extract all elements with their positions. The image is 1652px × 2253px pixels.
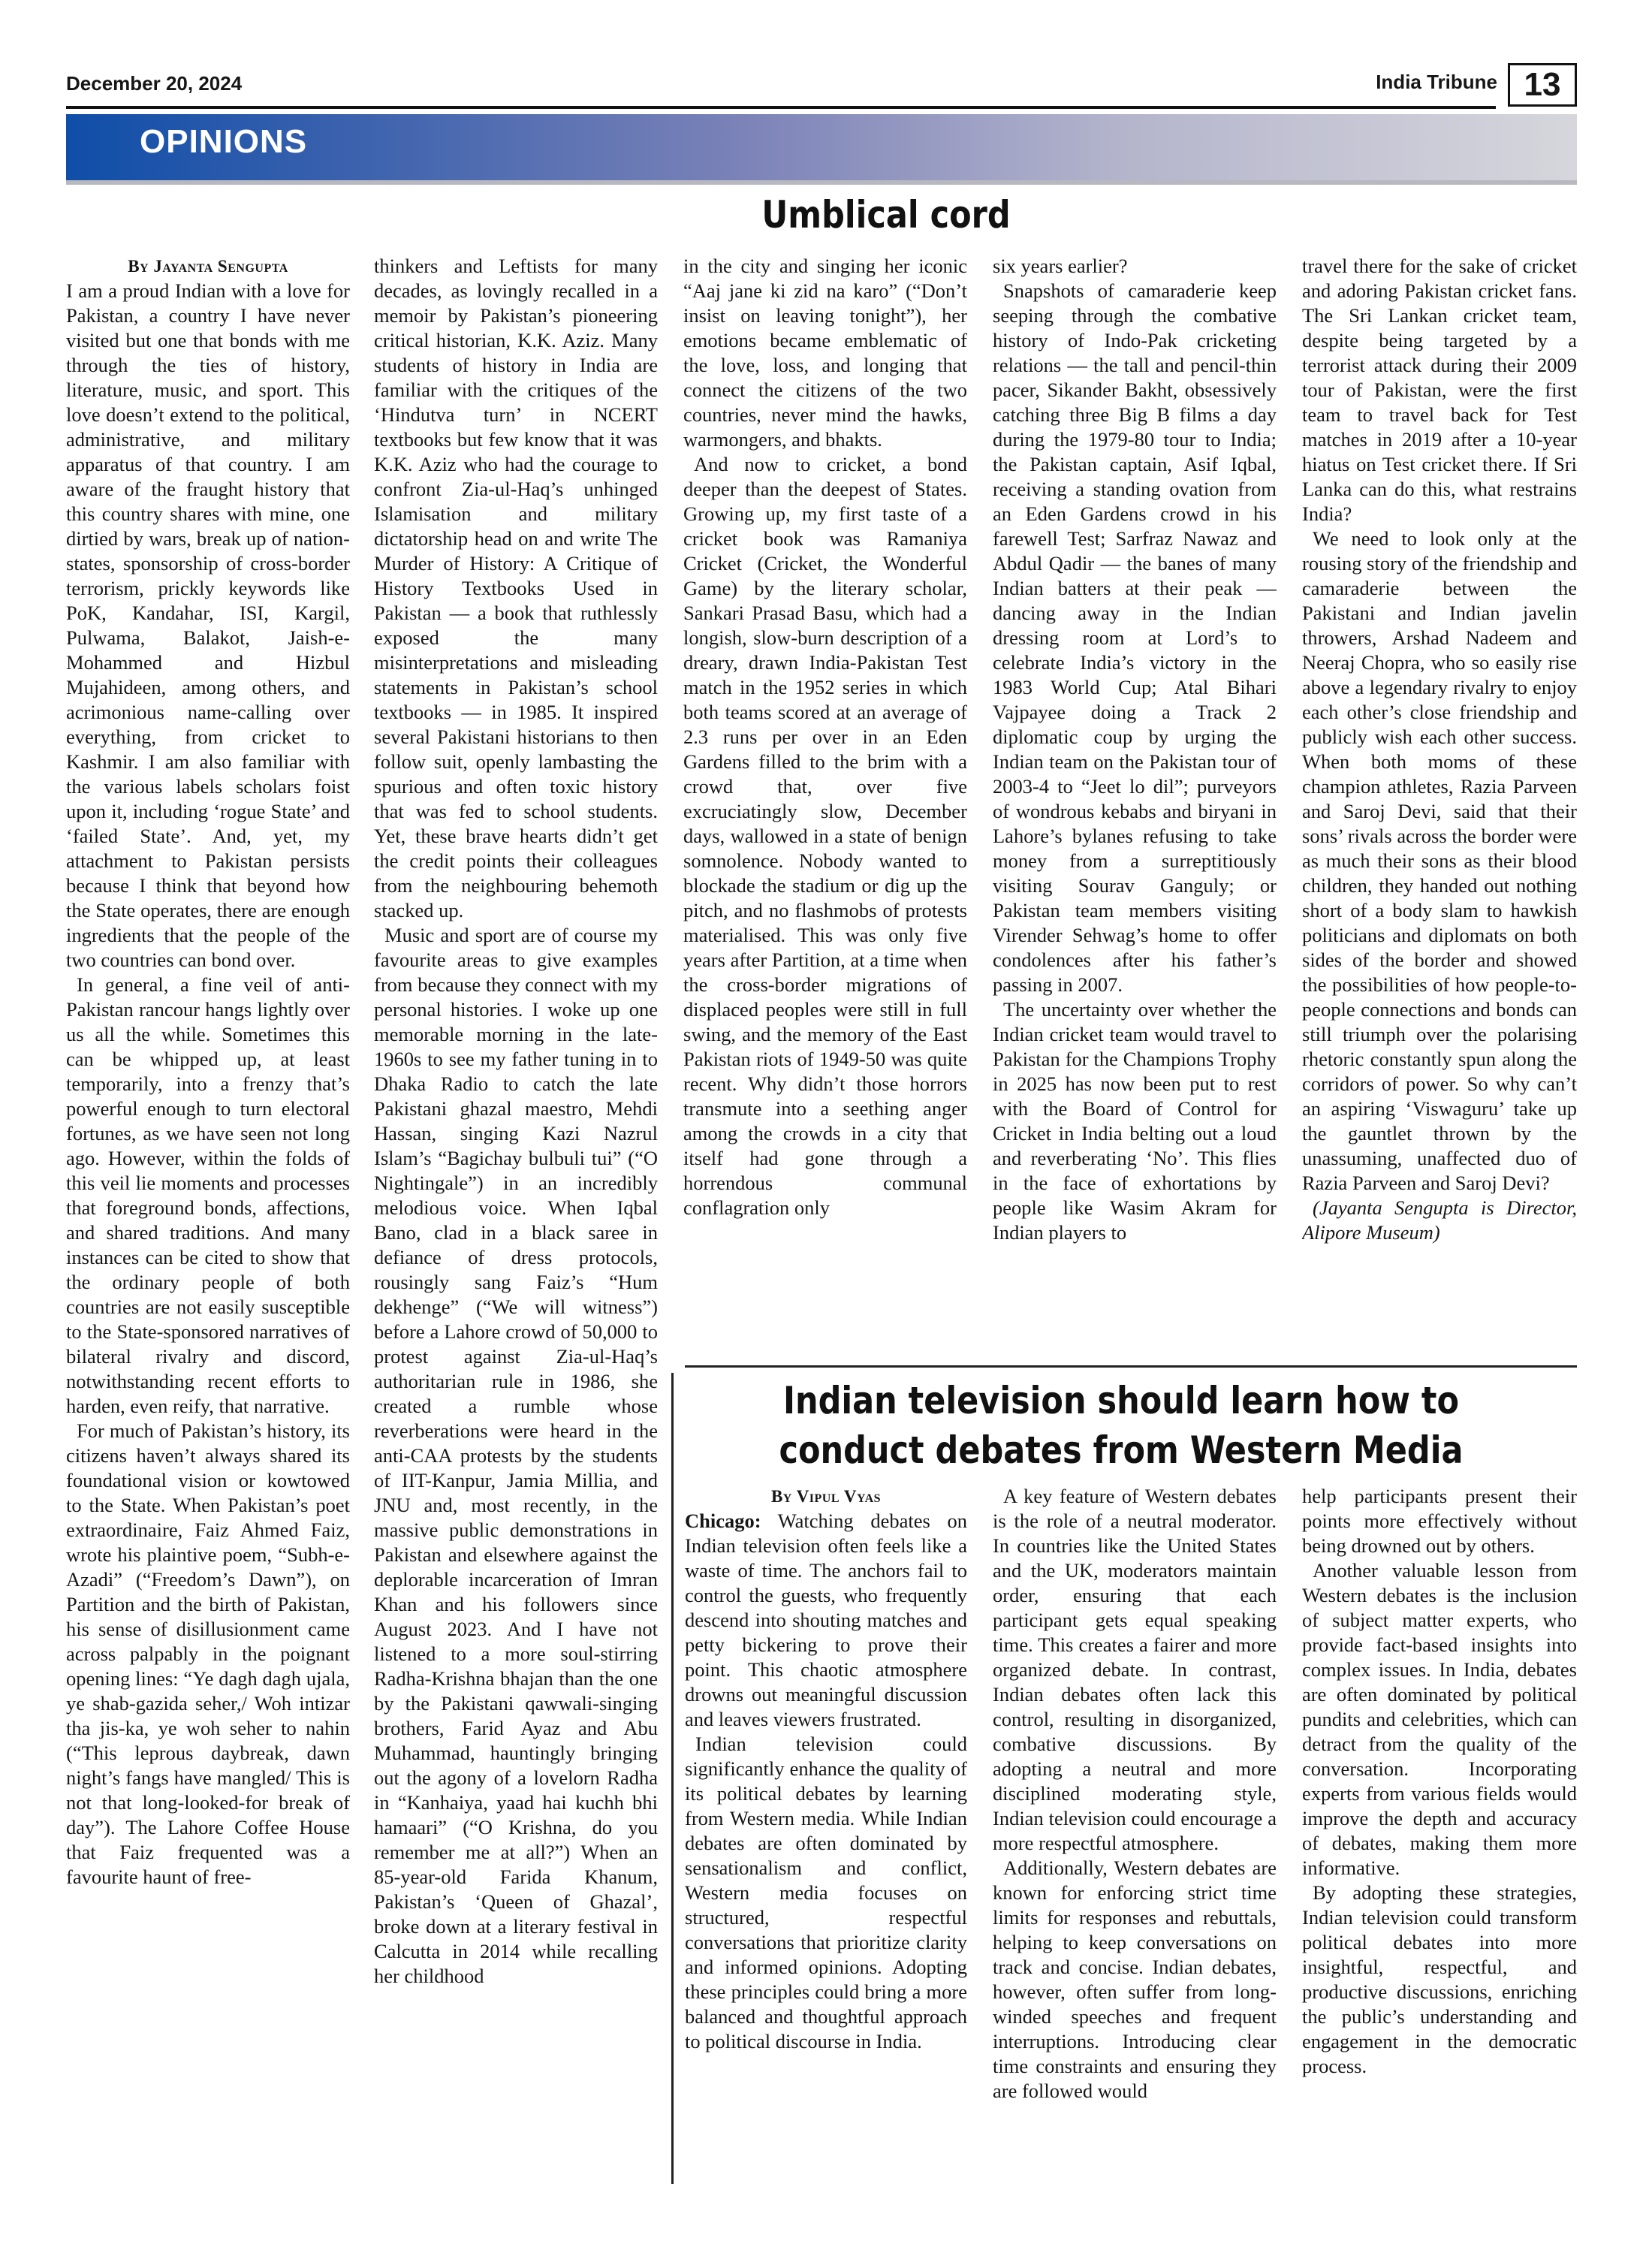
article2-paragraph: By adopting these strategies, Indian television could transform political debates into more insightful, respectful, and productive discussions, enriching the public’s understanding and engagement in the democratic process.	[1302, 1881, 1577, 2077]
article2-lead-text: Watching debates on Indian television often feels like a waste of time. The anchors fail to control the guests, who frequently descend into shouting matches and petty bickering to prove their point. This chaotic atmosphere drowns out meaningful discussion and leaves viewers frustrated.	[685, 1510, 967, 1730]
article2-paragraph	[685, 1509, 967, 1732]
article1-paragraph: I am a proud Indian with a love for Pakistan, a country I have never visited but one that bonds with me through the ties of history, literature, music, and sport. This love doesn’t extend to the political, administrative, and military apparatus of that country. I am aware of the fraught history that this country shares with mine, one dirtied by wars, break up of nation-states, sponsorship of cross-border terrorism, prickly keywords like PoK, Kandahar, ISI, Kargil, Pulwama, Balakot, Jaish-e-Mohammed and Hizbul Mujahideen, among others, and acrimonious name-calling over everything, from cricket to Kashmir. I am also familiar with the various labels scholars foist upon it, including ‘rogue State’ and ‘failed State’. And, yet, my attachment to Pakistan persists because I think that beyond how the State operates, there are enough ingredients that the people of the two countries can bond over.	[66, 279, 350, 971]
article2-paragraph: Another valuable lesson from Western debates is the inclusion of subject matter experts, who provide fact-based insights into complex issues. In India, debates are often dominated by political pundits and celebrities, which can detract from the quality of the conversation. Incorporating experts from various fields would improve the depth and accuracy of debates, making them more informative.	[1302, 1559, 1577, 1879]
header-rule	[66, 106, 1496, 109]
article1-byline: By Jayanta Sengupta	[128, 257, 288, 276]
article1-column-1	[66, 254, 350, 2184]
article2-byline: By Vipul Vyas	[770, 1487, 882, 1506]
page-number: 13	[1508, 63, 1577, 107]
article1-paragraph: travel there for the sake of cricket and adoring Pakistan cricket fans. The Sri Lankan cricket team, despite being targeted by a terrorist attack during their 2009 tour of Pakistan, were the first team to travel back for Test matches in 2019 after a 10-year hiatus on Test cricket there. If Sri Lanka can do this, what restrains India?	[1302, 255, 1577, 525]
article1-paragraph: thinkers and Leftists for many decades, as lovingly recalled in a memoir by Pakistan’s pioneering critical historian, K.K. Aziz. Many students of history in India are familiar with the critiques of the ‘Hindutva turn’ in NCERT textbooks but few know that it was K.K. Aziz who had the courage to confront Zia-ul-Haq’s unhinged Islamisation and military dictatorship head on and write The Murder of History: A Critique of History Textbooks Used in Pakistan — a book that ruthlessly exposed the many misinterpretations and misleading statements in Pakistan’s school textbooks — in 1985. It inspired several Pakistani historians to then follow suit, openly lambasting the spurious and often toxic history that was fed to school students. Yet, these brave hearts didn’t get the credit points their colleagues from the neighbouring behemoth stacked up.	[374, 255, 658, 921]
article-divider	[685, 1365, 1577, 1368]
article1-paragraph: in the city and singing her iconic “Aaj jane ki zid na karo” (“Don’t insist on leaving tonight”), her emotions became emblematic of the love, loss, and longing that connect the citizens of the two countries, never mind the hawks, warmongers, and bhakts.	[683, 255, 967, 451]
article1-column-5	[1302, 254, 1577, 1358]
page-header	[66, 63, 1577, 107]
article1-paragraph: six years earlier?	[993, 255, 1128, 277]
issue-date: December 20, 2024	[66, 72, 243, 95]
article2-paragraph: Additionally, Western debates are known for enforcing strict time limits for responses and rebuttals, helping to keep conversations on track and concise. Indian debates, however, often suffer from long-winded speeches and frequent interruptions. Introducing clear time constraints and ensuring they are followed would	[993, 1856, 1277, 2102]
article1-paragraph: In general, a fine veil of anti-Pakistan rancour hangs lightly over us all the while. Sometimes this can be whipped up, at least temporarily, into a frenzy that’s powerful enough to turn electoral fortunes, as we have seen not long ago. However, within the folds of this veil lie moments and processes that foreground bonds, affections, and shared traditions. And many instances can be cited to show that the ordinary people of both countries are not easily susceptible to the State-sponsored narratives of bilateral rivalry and discord, notwithstanding recent efforts to harden, even reify, that narrative.	[66, 973, 350, 1417]
column-divider	[671, 1373, 674, 2184]
section-banner	[66, 114, 1577, 180]
section-title: OPINIONS	[140, 123, 308, 160]
article1-paragraph: Music and sport are of course my favourite areas to give examples from because they connect with my personal histories. I woke up one memorable morning in the late-1960s to see my father tuning in to Dhaka Radio to catch the late Pakistani ghazal maestro, Mehdi Hassan, singing Kazi Nazrul Islam’s “Bagichay bulbuli tui” (“O Nightingale”) in an incredibly melodious voice. When Iqbal Bano, clad in a black saree in defiance of dress protocols, rousingly sang Faiz’s “Hum dekhenge” (“We will witness”) before a Lahore crowd of 50,000 to protest against Zia-ul-Haq’s authoritarian rule in 1986, she created a rumble whose reverberations were heard in the anti-CAA protests by the students of IIT-Kanpur, Jamia Millia, and JNU and, most recently, in the massive public demonstrations in Pakistan and elsewhere against the deplorable incarceration of Imran Khan and his followers since August 2023. And I have not listened to a more soul-stirring Radha-Krishna bhajan than the one by the Pakistani qawwali-singing brothers, Farid Ayaz and Abu Muhammad, hauntingly bringing out the agony of a lovelorn Radha in “Kanhaiya, yaad hai kuchh bhi hamaari” (“O Krishna, do you remember me at all?”) When an 85-year-old Farida Khanum, Pakistan’s ‘Queen of Ghazal’, broke down at a literary festival in Calcutta in 2014 while recalling her childhood	[374, 924, 658, 1987]
article1-paragraph: Snapshots of camaraderie keep seeping through the combative history of Indo-Pak cricketing relations — the tall and pencil-thin pacer, Sikander Bakht, obsessively catching three Big B films a day during the 1979-80 tour to India; the Pakistan captain, Asif Iqbal, receiving a standing ovation from an Eden Gardens crowd in his farewell Test; Sarfraz Nawaz and Abdul Qadir — the banes of many Indian batters at their peak — dancing away in the Indian dressing room at Lord’s to celebrate India’s victory in the 1983 World Cup; Atal Bihari Vajpayee doing a Track 2 diplomatic coup by urging the Indian team on the Pakistan tour of 2003-4 to “Jeet lo dil”; purveyors of wondrous kebabs and biryani in Lahore’s bylanes refusing to take money from a surreptitiously visiting Sourav Ganguly; or Pakistan team members visiting Virender Sehwag’s home to offer condolences after his father’s passing in 2007.	[993, 279, 1277, 996]
article2-paragraph: help participants present their points more effectively without being drowned out by others.	[1302, 1485, 1577, 1557]
article1-paragraph: We need to look only at the rousing story of the friendship and camaraderie between the Pakistani and Indian javelin throwers, Arshad Nadeem and Neeraj Chopra, who so easily rise above a legendary rivalry to enjoy each other’s close friendship and publicly wish each other success. When both moms of these champion athletes, Razia Parveen and Saroj Devi, said that their sons’ rivals across the border were as much their sons as their blood children, they handed out nothing short of a body slam to hawkish politicians and diplomats on both sides of the border and showed the possibilities of how people-to-people connections and bonds can still triumph over the polarising rhetoric constantly spun along the corridors of power. So why can’t an aspiring ‘Viswaguru’ take up the gauntlet thrown by the unassuming, unaffected duo of Razia Parveen and Saroj Devi?	[1302, 527, 1577, 1194]
article2-headline: Indian television should learn how to conduct debates from Western Media	[779, 1379, 1464, 1472]
article1-paragraph: For much of Pakistan’s history, its citizens haven’t always shared its foundational vision or kowtowed to the State. When Pakistan’s poet extraordinaire, Faiz Ahmed Faiz, wrote his plaintive poem, “Subh-e-Azadi” (“Freedom’s Dawn”), on Partition and the birth of Pakistan, his sense of disillusionment came across palpably in the poignant opening lines: “Ye dagh dagh ujala, ye shab-gazida seher,/ Woh intizar tha jis-ka, ye woh seher to nahin (“This leprous daybreak, dawn night’s fangs have mangled/ This is not that long-looked-for break of day”). The Lahore Coffee House that Faiz frequented was a favourite haunt of free-	[66, 1419, 350, 1888]
article2-column-2	[993, 1484, 1277, 2184]
article1-column-3	[683, 254, 967, 1358]
article1-paragraph: The uncertainty over whether the Indian cricket team would travel to Pakistan for the Champions Trophy in 2025 has now been put to rest with the Board of Control for Cricket in India belting out a loud and reverberating ‘No’. This flies in the face of exhortations by people like Wasim Akram for Indian players to	[993, 998, 1277, 1244]
author-bio: (Jayanta Sengupta is Director, Alipore Museum)	[1302, 1196, 1577, 1244]
article2-paragraph: Indian television could significantly enhance the quality of its political debates by learning from Western media. While Indian debates are often dominated by sensationalism and conflict, Western media focuses on structured, respectful conversations that prioritize clarity and informed opinions. Adopting these principles could bring a more balanced and thoughtful approach to political discourse in India.	[685, 1733, 967, 2052]
article2-column-1	[685, 1484, 967, 2184]
section-banner-shadow	[66, 180, 1577, 185]
article2-paragraph: A key feature of Western debates is the role of a neutral moderator. In countries like the United States and the UK, moderators maintain order, ensuring that each participant gets equal speaking time. This creates a fairer and more organized debate. In contrast, Indian debates often lack this control, resulting in disorganized, combative discussions. By adopting a neutral and more disciplined moderating style, Indian television could encourage a more respectful atmosphere.	[993, 1485, 1277, 1854]
article1-column-2	[374, 254, 658, 2184]
article1-column-4	[993, 254, 1277, 1358]
article1-headline: Umblical cord	[761, 193, 1011, 237]
article1-paragraph: And now to cricket, a bond deeper than the deepest of States. Growing up, my first taste of a cricket book was Ramaniya Cricket (Cricket, the Wonderful Game) by the literary scholar, Sankari Prasad Basu, which had a longish, slow-burn description of a dreary, drawn India-Pakistan Test match in the 1952 series in which both teams scored at an average of 2.3 runs per over in an Eden Gardens filled to the brim with a crowd that, over five excruciatingly slow, December days, wallowed in a state of benign somnolence. Nobody wanted to blockade the stadium or dig up the pitch, and no flashmobs of protests materialised. This was only five years after Partition, at a time when the cross-border migrations of displaced peoples were still in full swing, and the memory of the East Pakistan riots of 1949-50 was quite recent. Why didn’t those horrors transmute into a seething anger among the crowds in a city that itself had gone through a horrendous communal conflagration only	[683, 453, 967, 1219]
article2-column-3	[1302, 1484, 1577, 2184]
publication-name: India Tribune	[1376, 71, 1497, 93]
dateline: Chicago:	[685, 1510, 761, 1532]
